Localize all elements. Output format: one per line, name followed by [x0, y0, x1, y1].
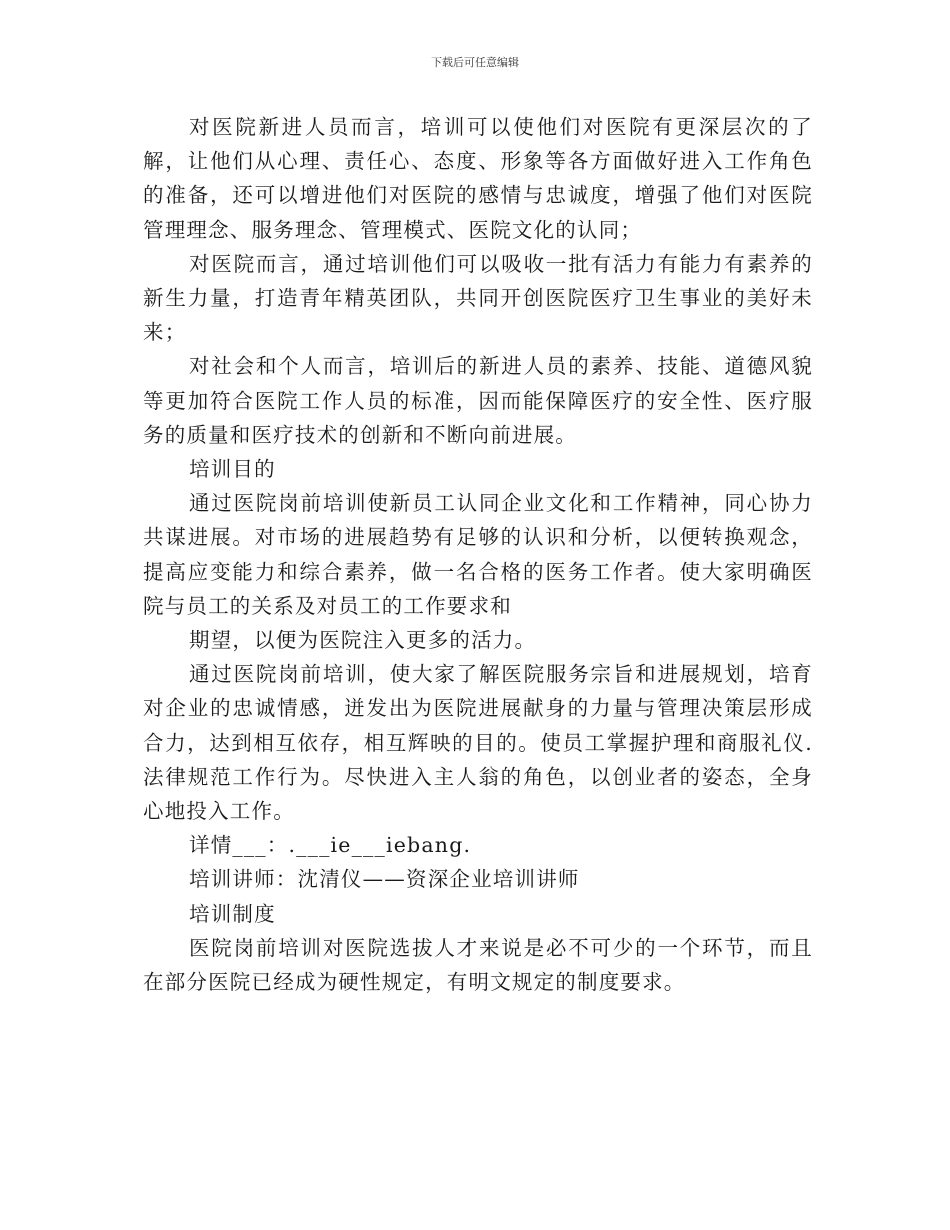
paragraph-purpose-1: 通过医院岗前培训使新员工认同企业文化和工作精神，同心协力共谋进展。对市场的进展趋势有足够的认识和分析，以便转换观念，提高应变能力和综合素养，做一名合格的医务工作者。使大家明确医院与员工的关系及对员工的工作要求和	[143, 491, 813, 618]
document-body	[143, 110, 813, 999]
paragraph-training-system: 医院岗前培训对医院选拔人才来说是必不可少的一个环节，而且在部分医院已经成为硬性规定，有明文规定的制度要求。	[143, 935, 813, 995]
paragraph-purpose-3: 通过医院岗前培训，使大家了解医院服务宗旨和进展规划，培育对企业的忠诚情感，迸发出为医院进展献身的力量与管理决策层形成合力，达到相互依存，相互辉映的目的。使员工掌握护理和商服礼仪.法律规范工作行为。尽快进入主人翁的角色，以创业者的姿态，全身心地投入工作。	[143, 662, 813, 824]
paragraph-new-staff-benefits: 对医院新进人员而言，培训可以使他们对医院有更深层次的了解，让他们从心理、责任心、态度、形象等各方面做好进入工作角色的准备，还可以增进他们对医院的感情与忠诚度，增强了他们对医院管理理念、服务理念、管理模式、医院文化的认同；	[143, 115, 813, 242]
section-heading-training-purpose: 培训目的	[189, 457, 276, 482]
header-note: 下载后可任意编辑	[431, 56, 519, 69]
trainer-line: 培训讲师：沈清仪——资深企业培训讲师	[189, 867, 580, 892]
paragraph-purpose-2: 期望，以便为医院注入更多的活力。	[189, 628, 537, 653]
paragraph-hospital-benefits: 对医院而言，通过培训他们可以吸收一批有活力有能力有素养的新生力量，打造青年精英团队，共同开创医院医疗卫生事业的美好未来；	[143, 251, 813, 345]
paragraph-society-benefits: 对社会和个人而言，培训后的新进人员的素养、技能、道德风貌等更加符合医院工作人员的标准，因而能保障医疗的安全性、医疗服务的质量和医疗技术的创新和不断向前进展。	[143, 354, 813, 447]
details-line: 详情___：.___ie___iebang.	[189, 833, 472, 858]
section-heading-training-system: 培训制度	[189, 901, 276, 926]
